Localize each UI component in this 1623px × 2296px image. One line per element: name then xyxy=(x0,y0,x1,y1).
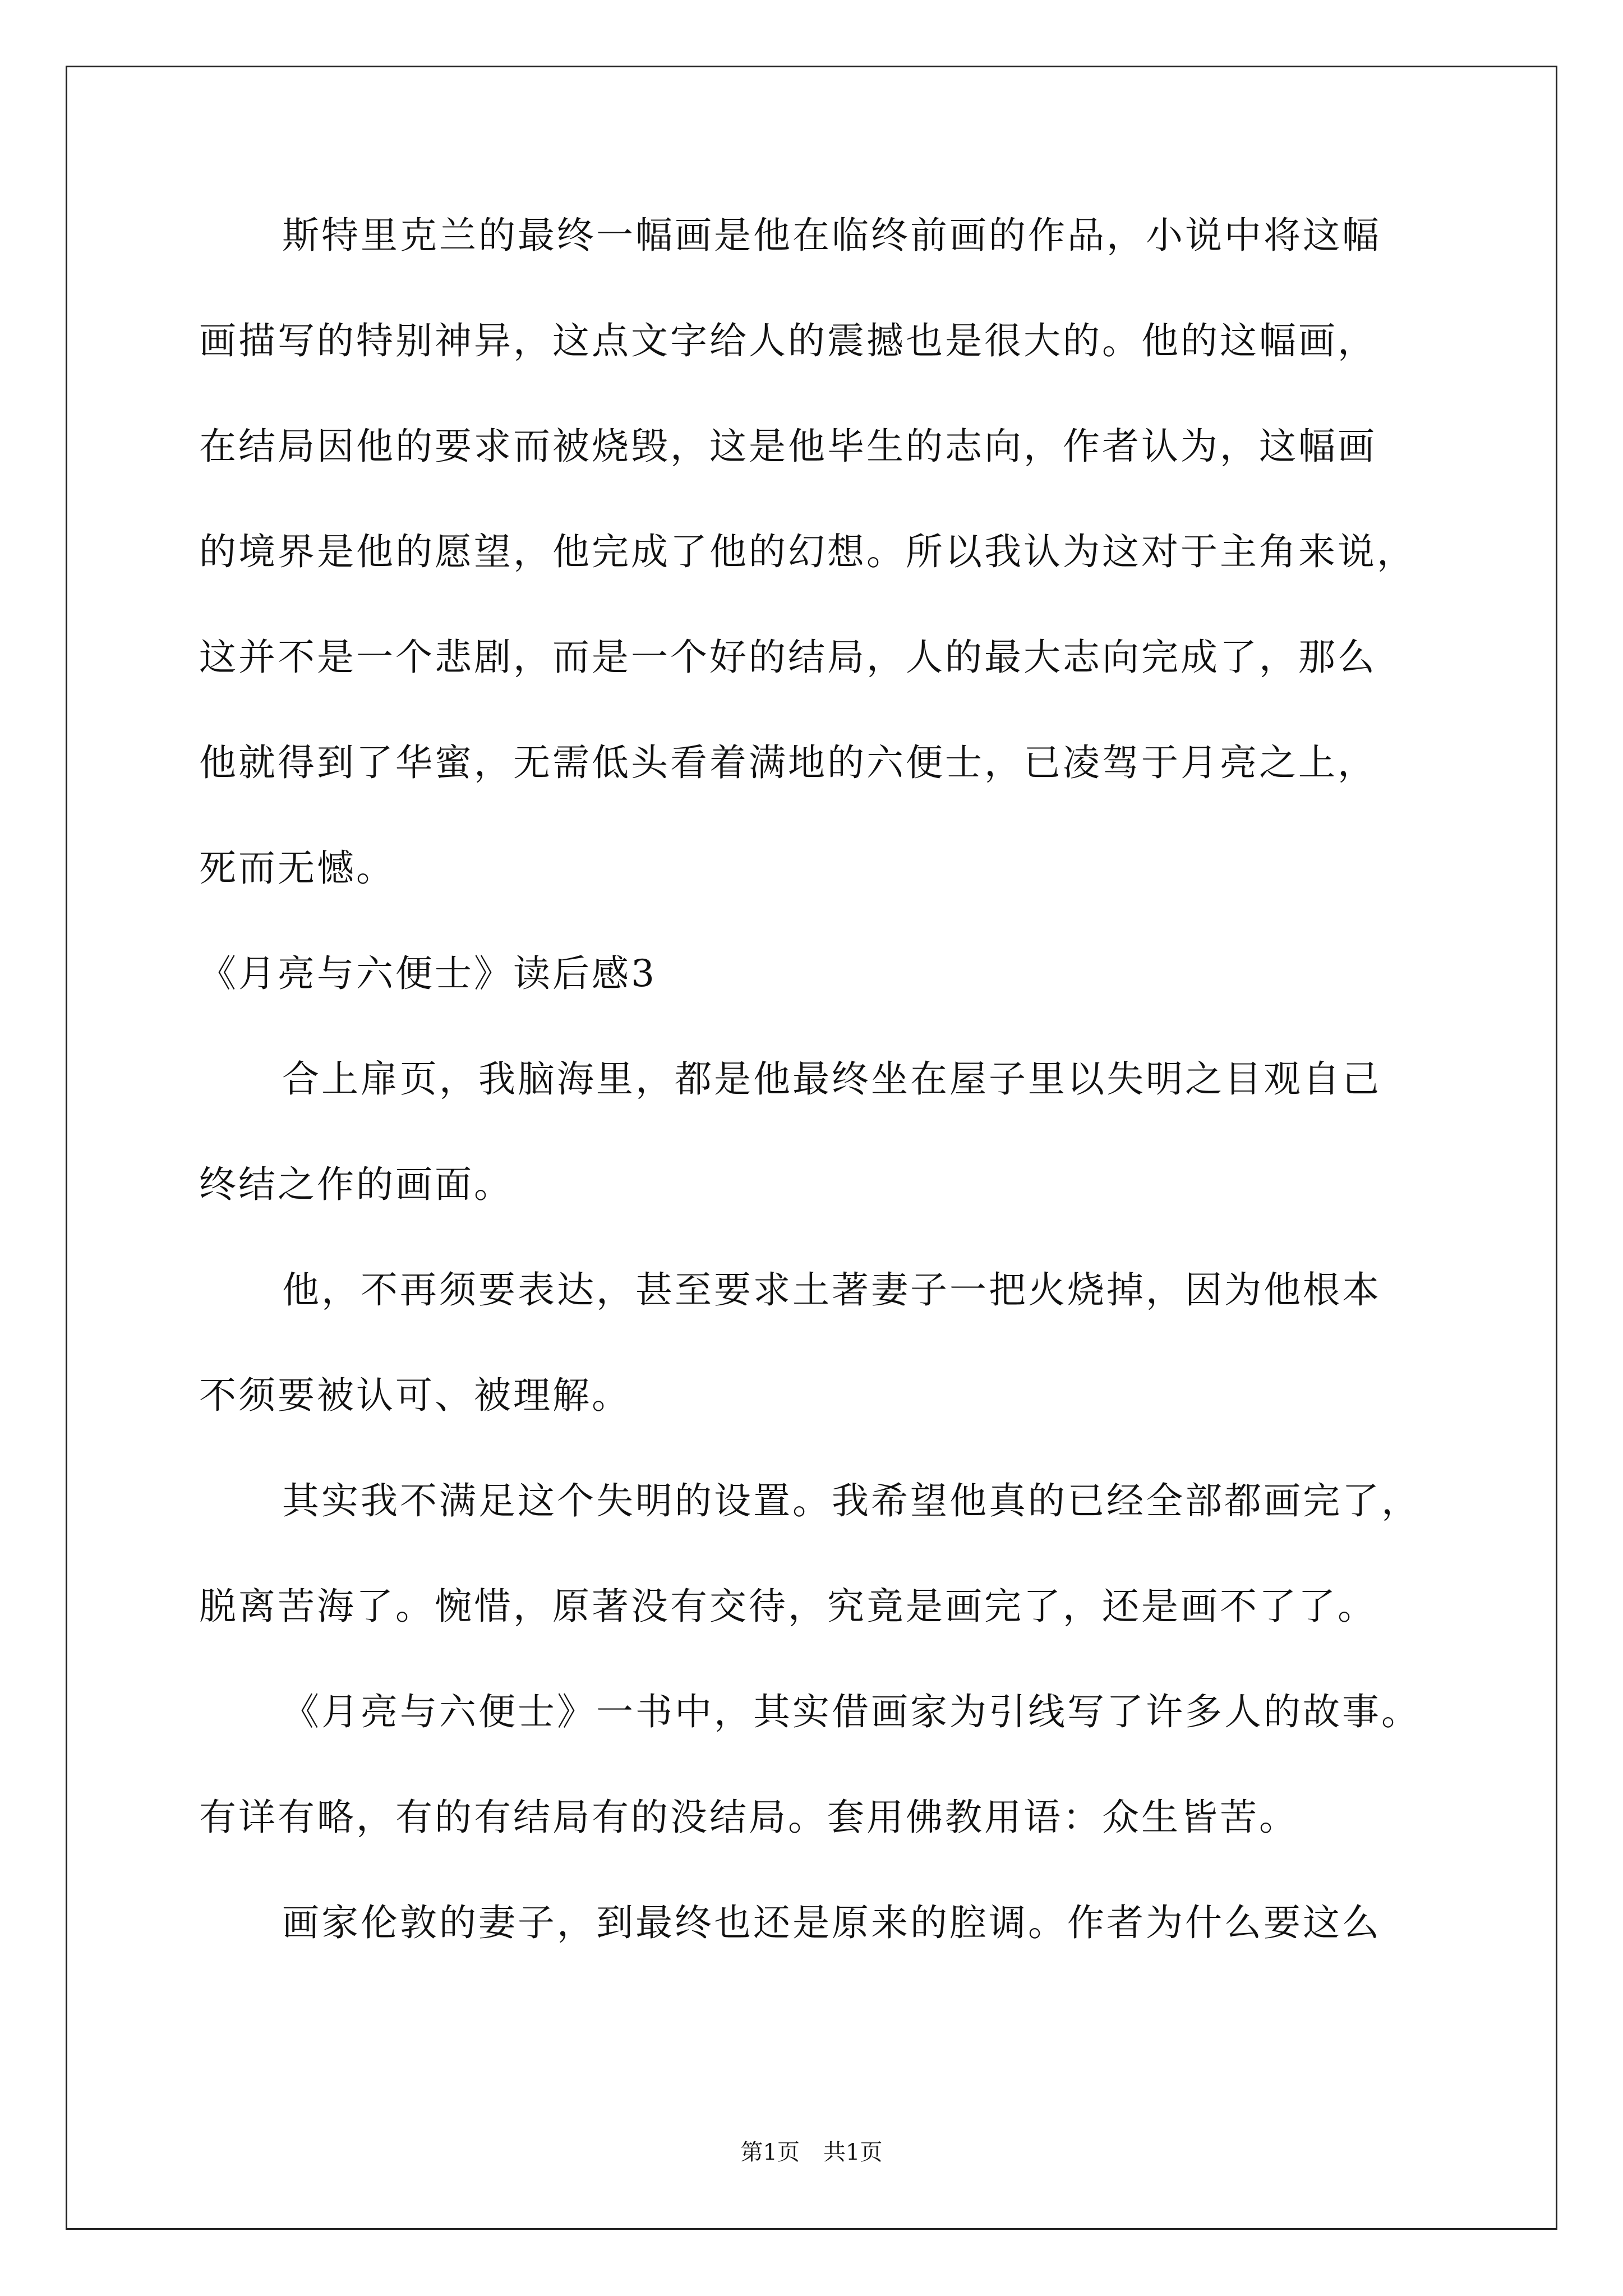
paragraph-line: 他，不再须要表达，甚至要求土著妻子一把火烧掉，因为他根本 xyxy=(282,1268,1381,1312)
page-footer xyxy=(0,2138,1623,2166)
paragraph-line: 脱离苦海了。惋惜，原著没有交待，究竟是画完了，还是画不了了。 xyxy=(199,1585,1377,1628)
paragraph-line: 斯特里克兰的最终一幅画是他在临终前画的作品，小说中将这幅 xyxy=(282,214,1381,257)
page-number: 第1页 xyxy=(740,2139,800,2165)
section-heading: 《月亮与六便士》读后感3 xyxy=(199,952,657,995)
paragraph-line: 在结局因他的要求而被烧毁，这是他毕生的志向，作者认为，这幅画 xyxy=(199,425,1377,468)
page-total: 共1页 xyxy=(823,2139,883,2165)
paragraph-line: 这并不是一个悲剧，而是一个好的结局，人的最大志向完成了，那么 xyxy=(199,636,1377,679)
paragraph-line: 不须要被认可、被理解。 xyxy=(199,1374,631,1417)
paragraph-line: 《月亮与六便士》一书中，其实借画家为引线写了许多人的故事。 xyxy=(282,1690,1421,1733)
paragraph-line: 画家伦敦的妻子，到最终也还是原来的腔调。作者为什么要这么 xyxy=(282,1901,1381,1944)
paragraph-line: 有详有略，有的有结局有的没结局。套用佛教用语：众生皆苦。 xyxy=(199,1796,1298,1839)
document-body xyxy=(199,213,1467,2006)
paragraph-line: 终结之作的画面。 xyxy=(199,1163,513,1206)
paragraph-line: 画描写的特别神异，这点文字给人的震撼也是很大的。他的这幅画， xyxy=(199,319,1377,362)
paragraph-line: 合上扉页，我脑海里，都是他最终坐在屋子里以失明之目观自己 xyxy=(282,1057,1381,1101)
paragraph-line: 的境界是他的愿望，他完成了他的幻想。所以我认为这对于主角来说， xyxy=(199,530,1416,573)
paragraph-line: 他就得到了华蜜，无需低头看着满地的六便士，已凌驾于月亮之上， xyxy=(199,741,1377,784)
paragraph-line: 其实我不满足这个失明的设置。我希望他真的已经全部都画完了， xyxy=(282,1479,1421,1522)
paragraph-line: 死而无憾。 xyxy=(199,846,395,890)
